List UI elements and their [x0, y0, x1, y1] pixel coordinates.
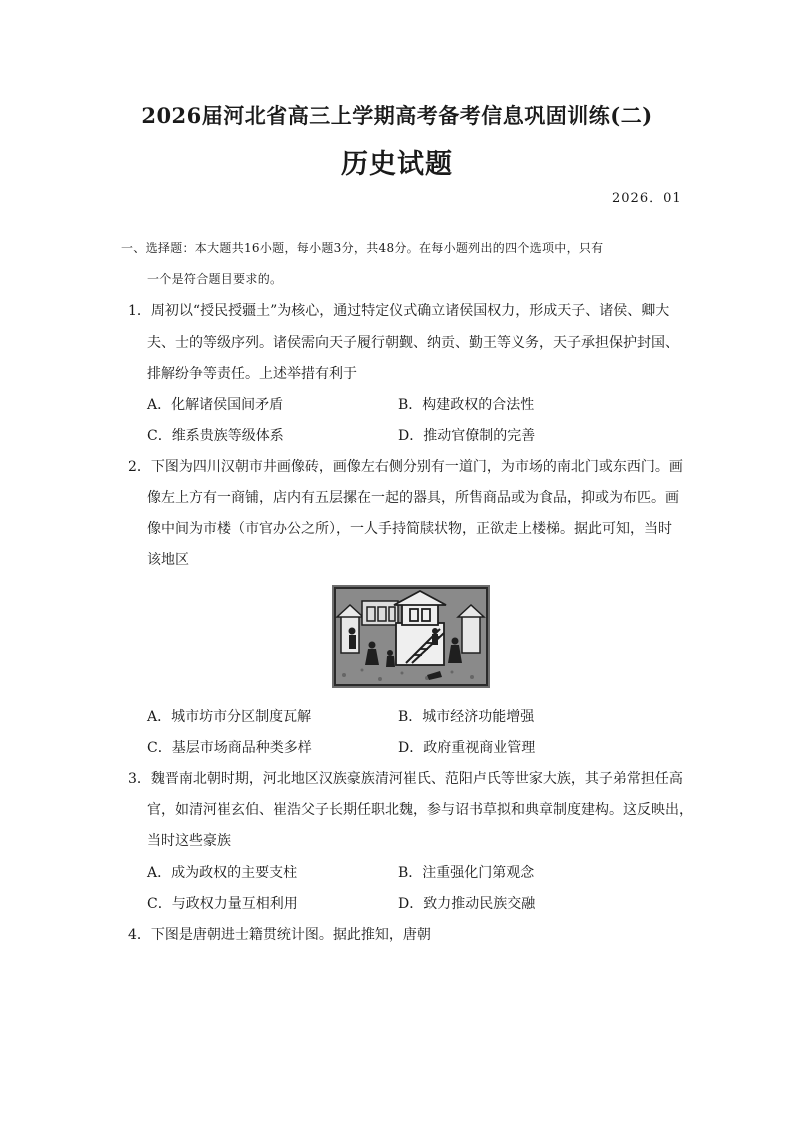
question-2-option-b: B．城市经济功能增强 [398, 709, 535, 725]
question-4-line-1: 4．下图是唐朝进士籍贯统计图。据此推知，唐朝 [128, 927, 431, 943]
question-3-option-a: A．成为政权的主要支柱 [147, 865, 298, 881]
question-1-option-c: C．维系贵族等级体系 [147, 428, 284, 444]
question-3-line-1: 3．魏晋南北朝时期，河北地区汉族豪族清河崔氏、范阳卢氏等世家大族，其子弟常担任高 [128, 771, 683, 787]
question-1-option-a: A．化解诸侯国间矛盾 [147, 397, 284, 413]
question-3-line-3: 当时这些豪族 [147, 833, 231, 849]
question-2-line-1: 2．下图为四川汉朝市井画像砖，画像左右侧分别有一道门，为市场的南北门或东西门。画 [128, 459, 683, 475]
question-1-line-3: 排解纷争等责任。上述举措有利于 [147, 366, 357, 382]
question-2-line-3: 像中间为市楼（市官办公之所），一人手持简牍状物，正欲走上楼梯。据此可知，当时 [147, 521, 672, 537]
exam-date: 2026．01 [612, 191, 682, 206]
question-2-option-a: A．城市坊市分区制度瓦解 [147, 709, 312, 725]
question-1-option-d: D．推动官僚制的完善 [398, 428, 536, 444]
question-1-line-2: 夫、士的等级序列。诸侯需向天子履行朝觐、纳贡、勤王等义务，天子承担保护封国、 [147, 335, 679, 351]
question-3-option-d: D．致力推动民族交融 [398, 896, 536, 912]
subject-title: 历史试题 [341, 149, 453, 180]
section-instruction-line-1: 一、选择题：本大题共16小题，每小题3分，共48分。在每小题列出的四个选项中，只有 [121, 241, 604, 255]
market-brick-relief-image [332, 585, 490, 688]
question-3-line-2: 官，如清河崔玄伯、崔浩父子长期任职北魏，参与诏书草拟和典章制度建构。这反映出， [147, 802, 693, 818]
question-2-line-2: 像左上方有一商铺，店内有五层摞在一起的器具，所售商品或为食品，抑或为布匹。画 [147, 490, 679, 506]
question-2-option-d: D．政府重视商业管理 [398, 740, 536, 756]
exam-title: 2026届河北省高三上学期高考备考信息巩固训练(二) [141, 103, 653, 128]
question-2-option-c: C．基层市场商品种类多样 [147, 740, 312, 756]
section-instruction-line-2: 一个是符合题目要求的。 [147, 272, 283, 286]
question-1-option-b: B．构建政权的合法性 [398, 397, 535, 413]
question-3-option-b: B．注重强化门第观念 [398, 865, 535, 881]
question-1-line-1: 1．周初以“授民授疆土”为核心，通过特定仪式确立诸侯国权力，形成天子、诸侯、卿大 [128, 303, 670, 319]
question-3-option-c: C．与政权力量互相利用 [147, 896, 298, 912]
question-2-line-4: 该地区 [147, 552, 189, 568]
